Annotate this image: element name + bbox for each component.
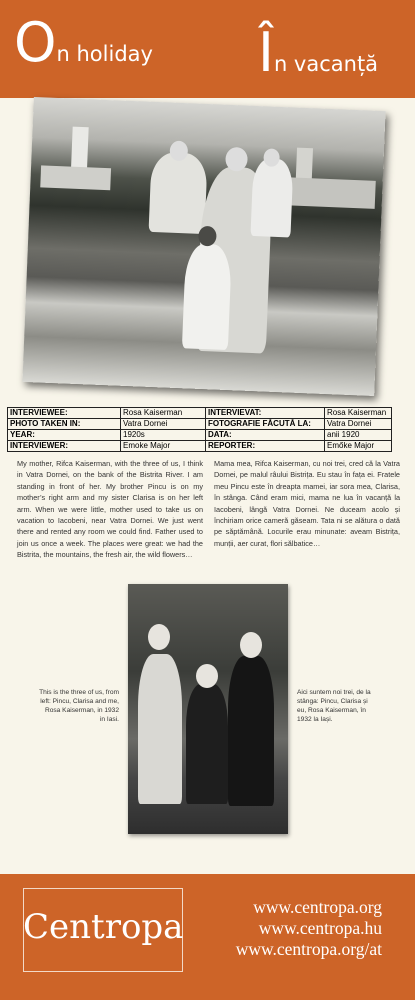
centropa-logo: Centropa <box>23 907 184 947</box>
url-link-hu[interactable]: www.centropa.hu <box>258 918 382 938</box>
info-row <box>8 430 206 441</box>
title-romanian-initial: Î <box>258 21 274 84</box>
family-photo-riverbank <box>22 97 385 396</box>
title-romanian <box>258 21 379 84</box>
story-english: My mother, Rifca Kaiserman, with the three of us, I think in Vatra Dornei, on the bank of the Bistrita River. I am standing in front of her. My brother Pincu is on my mother’s right arm and my sister Clarisa is on her left arm. When we were little, mother used to take us on vacation to Iacobeni, near Vatra Dornei. We just went there and rented any room we could find. Father used to join us once a week. The places were great: we had the Bistrita, the mountains, the fresh air, the wild flowers… <box>17 459 203 560</box>
story-romanian: Mama mea, Rifca Kaiserman, cu noi trei, cred că la Vatra Dornei, pe malul râului Bistrița. Eu stau în fața ei. Fratele meu Pincu este în dreapta mamei, iar sora mea, Clarisa, în stânga. Când eram mici, mama ne lua în vacanță la Iacobeni, lângă Vatra Dornei. Ne duceam acolo și închiriam orice cameră găseam. Tata ni se alătura o dată pe săptămână. Locurile erau minunate: aveam Bistrița, munții, aer curat, flori sălbatice… <box>214 459 400 548</box>
url-link-at[interactable]: www.centropa.org/at <box>235 939 382 959</box>
title-romanian-rest: n vacanță <box>273 52 379 76</box>
info-row <box>8 419 206 430</box>
info-value: anii 1920 <box>325 430 392 441</box>
info-label: YEAR: <box>8 430 121 441</box>
info-label: REPORTER: <box>206 441 325 452</box>
info-value: Emoke Major <box>121 441 206 452</box>
info-label: DATA: <box>206 430 325 441</box>
info-value: 1920s <box>121 430 206 441</box>
info-value: Rosa Kaiserman <box>121 408 206 419</box>
url-link-org[interactable]: www.centropa.org <box>253 897 382 917</box>
caption-romanian: Aici suntem noi trei, de la stânga: Pincu, Clarisa și eu, Rosa Kaiserman, în 1932 la Iași. <box>297 689 371 723</box>
title-english <box>14 11 153 74</box>
info-value: Rosa Kaiserman <box>325 408 392 419</box>
info-label: PHOTO TAKEN IN: <box>8 419 121 430</box>
info-row <box>206 419 392 430</box>
info-label: INTERVIEWEE: <box>8 408 121 419</box>
title-english-initial: O <box>14 11 57 74</box>
info-row <box>206 430 392 441</box>
caption-english: This is the three of us, from left: Pincu, Clarisa and me, Rosa Kaiserman, in 1932 in Iasi. <box>39 689 119 723</box>
info-value: Emőke Major <box>325 441 392 452</box>
footer-links <box>236 897 382 960</box>
info-value: Vatra Dornei <box>121 419 206 430</box>
title-english-rest: n holiday <box>56 42 153 66</box>
info-table-romanian <box>205 407 392 452</box>
info-label: INTERVIEWER: <box>8 441 121 452</box>
info-label: INTERVIEVAT: <box>206 408 325 419</box>
info-row <box>8 408 206 419</box>
info-row <box>8 441 206 452</box>
info-row <box>206 408 392 419</box>
info-value: Vatra Dornei <box>325 419 392 430</box>
children-portrait-photo <box>128 584 288 834</box>
info-row <box>206 441 392 452</box>
info-label: FOTOGRAFIE FĂCUTĂ LA: <box>206 419 325 430</box>
header-banner <box>0 0 415 98</box>
info-table-english <box>7 407 206 452</box>
